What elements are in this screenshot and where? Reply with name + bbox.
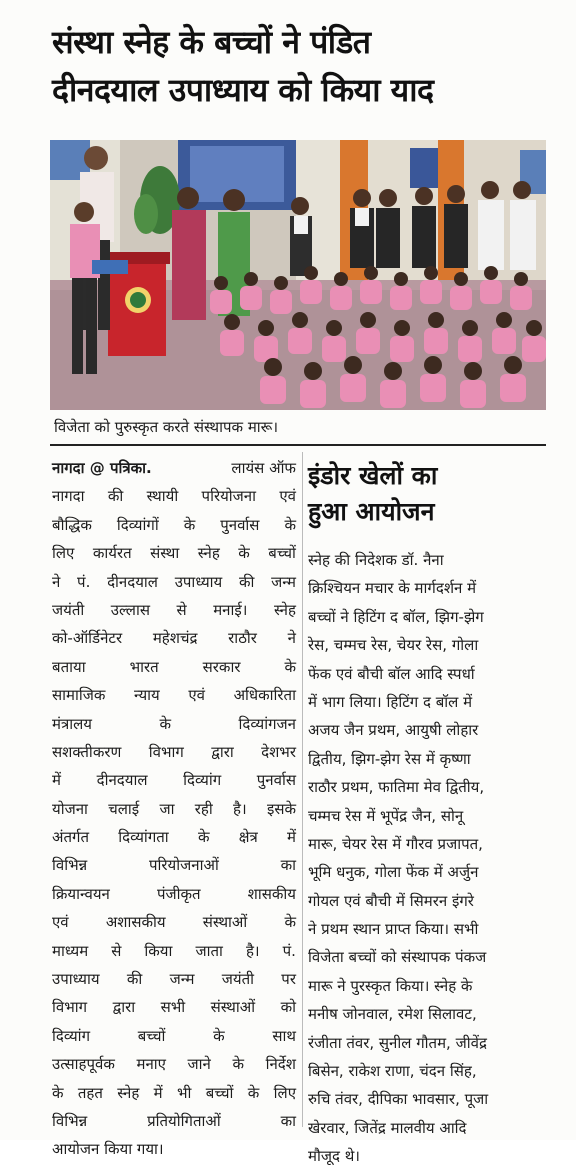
body-line — [52, 511, 296, 539]
word: में — [286, 828, 296, 847]
word: दिव्यांग — [52, 1026, 91, 1045]
word: के — [247, 1083, 260, 1102]
article-body-right-column — [308, 546, 552, 1171]
word: से — [111, 941, 122, 960]
word: रही — [194, 799, 213, 818]
word: एवं — [52, 913, 69, 932]
word: पंजीकृत — [156, 884, 201, 903]
body-line — [52, 1079, 296, 1107]
body-line — [52, 482, 296, 510]
body-line: स्नेह की निदेशक डॉ. नैना — [308, 551, 444, 569]
body-line — [52, 653, 296, 681]
body-line — [52, 908, 296, 936]
word: पुनर्वास — [220, 515, 260, 534]
word: विभाग — [52, 998, 88, 1017]
word: ने — [52, 572, 61, 591]
word: नागदा — [52, 487, 85, 506]
word: उल्लास — [110, 600, 150, 619]
word: साथ — [272, 1026, 296, 1045]
word: जाने — [187, 1055, 211, 1074]
body-line: रेस, चम्मच रेस, चेयर रेस, गोला — [308, 636, 479, 655]
word: पर — [281, 970, 296, 989]
body-text — [52, 482, 296, 510]
body-text — [52, 937, 296, 965]
body-text — [52, 596, 296, 624]
word: भी — [177, 1083, 192, 1102]
word: दीनदयाल — [107, 572, 158, 591]
body-text: आयोजन किया गया। — [52, 1140, 164, 1159]
word: जन्म — [169, 970, 195, 989]
body-line — [52, 1107, 296, 1135]
body-text — [52, 624, 296, 652]
word: लिए — [52, 544, 75, 563]
word: का — [280, 1111, 296, 1130]
word: है। — [233, 799, 247, 818]
body-line: चम्मच रेस में भूपेंद्र जैन, सोनू — [308, 806, 464, 825]
photo-illustration — [50, 140, 546, 410]
body-line — [52, 454, 296, 482]
body-line — [52, 851, 296, 879]
body-line — [52, 681, 296, 709]
word: के — [238, 544, 250, 563]
body-line: मारू, चेयर रेस में गौरव प्रजापत, — [308, 834, 483, 853]
headline — [52, 18, 552, 114]
word: विभिन्न — [52, 1111, 88, 1130]
word: एवं — [279, 487, 296, 506]
body-line — [52, 738, 296, 766]
body-line: विजेता बच्चों को संस्थापक पंकज — [308, 948, 487, 967]
word: निर्देश — [265, 1055, 296, 1074]
body-line — [52, 596, 296, 624]
word: दीनदयाल — [96, 771, 148, 790]
word: दिव्यांगों — [116, 515, 159, 534]
word: दिव्यांग — [183, 771, 222, 790]
word: को — [280, 998, 296, 1017]
body-line: भूमि धनुक, गोला फेंक में अर्जुन — [308, 863, 479, 882]
word: महेशचंद्र — [152, 629, 198, 648]
body-text — [52, 993, 296, 1021]
word: योजना — [52, 799, 88, 818]
body-line — [52, 624, 296, 652]
word: उत्साहपूर्वक — [52, 1055, 115, 1074]
body-text — [52, 851, 296, 879]
word: मंत्रालय — [52, 714, 93, 733]
body-line — [52, 1135, 296, 1163]
body-text — [52, 1022, 296, 1050]
body-line: द्वितीय, झिग-झेग रेस में कृष्णा — [308, 749, 471, 768]
word: अंतर्गत — [52, 828, 90, 847]
body-text — [52, 511, 296, 539]
word: में — [153, 1083, 163, 1102]
word: प्रतियोगिताओं — [147, 1111, 221, 1130]
word: सामाजिक — [52, 686, 106, 705]
word: परियोजना — [201, 487, 257, 506]
body-text — [52, 795, 296, 823]
body-line — [52, 937, 296, 965]
body-line — [52, 710, 296, 738]
body-line — [52, 766, 296, 794]
body-text — [52, 823, 296, 851]
body-line: रुचि तंवर, दीपिका भावसार, पूजा — [308, 1090, 489, 1109]
body-line: मौजूद थे। — [308, 1147, 360, 1166]
headline-line-1: संस्था स्नेह के बच्चों ने पंडित — [52, 23, 371, 61]
word: बताया — [52, 657, 86, 676]
word: स्थायी — [146, 487, 179, 506]
word: किया — [144, 941, 173, 960]
word: इसके — [266, 799, 296, 818]
body-line — [52, 568, 296, 596]
body-line: गोयल एवं बौची में सिमरन इंगरे — [308, 891, 474, 910]
word: चलाई — [108, 799, 140, 818]
dateline: नागदा @ पत्रिका. — [52, 459, 152, 477]
word: के — [197, 828, 210, 847]
word: है। — [245, 941, 260, 960]
article-body-left-column — [52, 454, 296, 1164]
word: माध्यम — [52, 941, 89, 960]
subheading-line-2: हुआ आयोजन — [308, 497, 435, 526]
column-divider — [302, 452, 303, 1127]
word: जन्म — [271, 572, 296, 591]
body-line: फेंक एवं बौची बॉल आदि स्पर्धा — [308, 664, 475, 683]
word: के — [183, 515, 196, 534]
word: क्षेत्र — [238, 828, 258, 847]
body-line: रंजीता तंवर, सुनील गौतम, जीवेंद्र — [308, 1033, 487, 1052]
body-line: मारू ने पुरस्कृत किया। स्नेह के — [308, 976, 473, 995]
body-line: बच्चों ने हिटिंग द बॉल, झिग-झेग — [308, 607, 484, 626]
headline-line-2: दीनदयाल उपाध्याय को किया याद — [52, 71, 434, 109]
word: पं. — [77, 572, 91, 591]
word: के — [52, 1083, 64, 1102]
body-line — [52, 795, 296, 823]
word: संस्था — [150, 544, 180, 563]
news-photo — [50, 140, 546, 410]
body-line — [52, 880, 296, 908]
word: बौद्धिक — [52, 515, 92, 534]
word: सभी — [160, 998, 186, 1017]
word: बच्चों — [205, 1083, 234, 1102]
body-line: खेरवार, जितेंद्र मालवीय आदि — [308, 1118, 467, 1137]
body-line: मनीष जोनवाल, रमेश सिलावट, — [308, 1005, 477, 1024]
word: जयंती — [52, 600, 85, 619]
word: ने — [287, 629, 296, 648]
word: राठौर — [228, 629, 257, 648]
word: न्याय — [134, 686, 160, 705]
word: के — [284, 657, 296, 676]
body-line: ने प्रथम स्थान प्राप्त किया। सभी — [308, 920, 479, 939]
word: कार्यरत — [92, 544, 132, 563]
word: बच्चों — [137, 1026, 166, 1045]
word: संस्थाओं — [202, 913, 248, 932]
body-text — [52, 738, 296, 766]
word: अशासकीय — [105, 913, 166, 932]
body-line: में भाग लिया। हिटिंग द बॉल में — [308, 692, 473, 711]
word: स्नेह — [273, 600, 296, 619]
word: क्रियान्वयन — [52, 884, 110, 903]
body-text — [52, 1107, 296, 1135]
subheading — [308, 458, 538, 530]
body-text — [52, 681, 296, 709]
body-text — [52, 710, 296, 738]
word: जा — [159, 799, 175, 818]
word: संस्थाओं — [210, 998, 256, 1017]
word: की — [238, 572, 255, 591]
body-line — [52, 823, 296, 851]
body-text — [52, 1050, 296, 1078]
word: पुनर्वास — [256, 771, 296, 790]
word: उपाध्याय — [174, 572, 223, 591]
word: सशक्तीकरण — [52, 742, 122, 761]
word: जाता — [195, 941, 223, 960]
word: के — [284, 913, 296, 932]
word: पं. — [282, 941, 296, 960]
body-text — [52, 766, 296, 794]
word: परियोजनाओं — [149, 856, 219, 875]
word: द्वारा — [211, 742, 234, 761]
word: तहत — [77, 1083, 103, 1102]
word: बच्चों — [268, 544, 296, 563]
subheading-line-1: इंडोर खेलों का — [308, 461, 438, 490]
word: को-ऑर्डिनेटर — [52, 629, 123, 648]
body-line: क्रिश्चियन मचार के मार्गदर्शन में — [308, 579, 477, 598]
photo-caption: विजेता को पुरुस्कृत करते संस्थापक मारू। — [50, 412, 546, 446]
word: दिव्यांगजन — [238, 714, 296, 733]
word: लिए — [273, 1083, 296, 1102]
word: देशभर — [261, 742, 296, 761]
word: से — [176, 600, 187, 619]
body-text — [52, 653, 296, 681]
word: स्नेह — [197, 544, 220, 563]
word: की — [126, 970, 143, 989]
word: के — [213, 1026, 225, 1045]
word: उपाध्याय — [52, 970, 100, 989]
word: भारत — [129, 657, 159, 676]
word: दिव्यांगता — [118, 828, 169, 847]
body-line — [52, 1050, 296, 1078]
word: मनाई। — [213, 600, 248, 619]
body-line: बिसेन, राकेश राणा, चंदन सिंह, — [308, 1062, 477, 1081]
word: एवं — [188, 686, 205, 705]
body-text — [52, 568, 296, 596]
word: अधिकारिता — [233, 686, 296, 705]
word: विभाग — [148, 742, 184, 761]
word: में — [52, 771, 61, 790]
word: विभिन्न — [52, 856, 88, 875]
body-text — [52, 965, 296, 993]
word: के — [159, 714, 172, 733]
body-text: लायंस ऑफ — [231, 459, 296, 477]
word: के — [284, 515, 296, 534]
word: जयंती — [221, 970, 254, 989]
body-line — [52, 993, 296, 1021]
word: सरकार — [202, 657, 241, 676]
word: द्वारा — [112, 998, 136, 1017]
word: का — [280, 856, 296, 875]
body-text — [52, 1079, 296, 1107]
word: की — [107, 487, 124, 506]
body-line — [52, 539, 296, 567]
body-line — [52, 965, 296, 993]
body-text — [52, 880, 296, 908]
body-text — [52, 908, 296, 936]
body-line: अजय जैन प्रथम, आयुषी लोहार — [308, 721, 479, 740]
word: के — [232, 1055, 244, 1074]
body-line — [52, 1022, 296, 1050]
word: शासकीय — [247, 884, 296, 903]
word: स्नेह — [117, 1083, 140, 1102]
body-text — [52, 539, 296, 567]
word: मनाए — [136, 1055, 166, 1074]
body-line: राठौर प्रथम, फातिमा मेव द्वितीय, — [308, 778, 485, 797]
